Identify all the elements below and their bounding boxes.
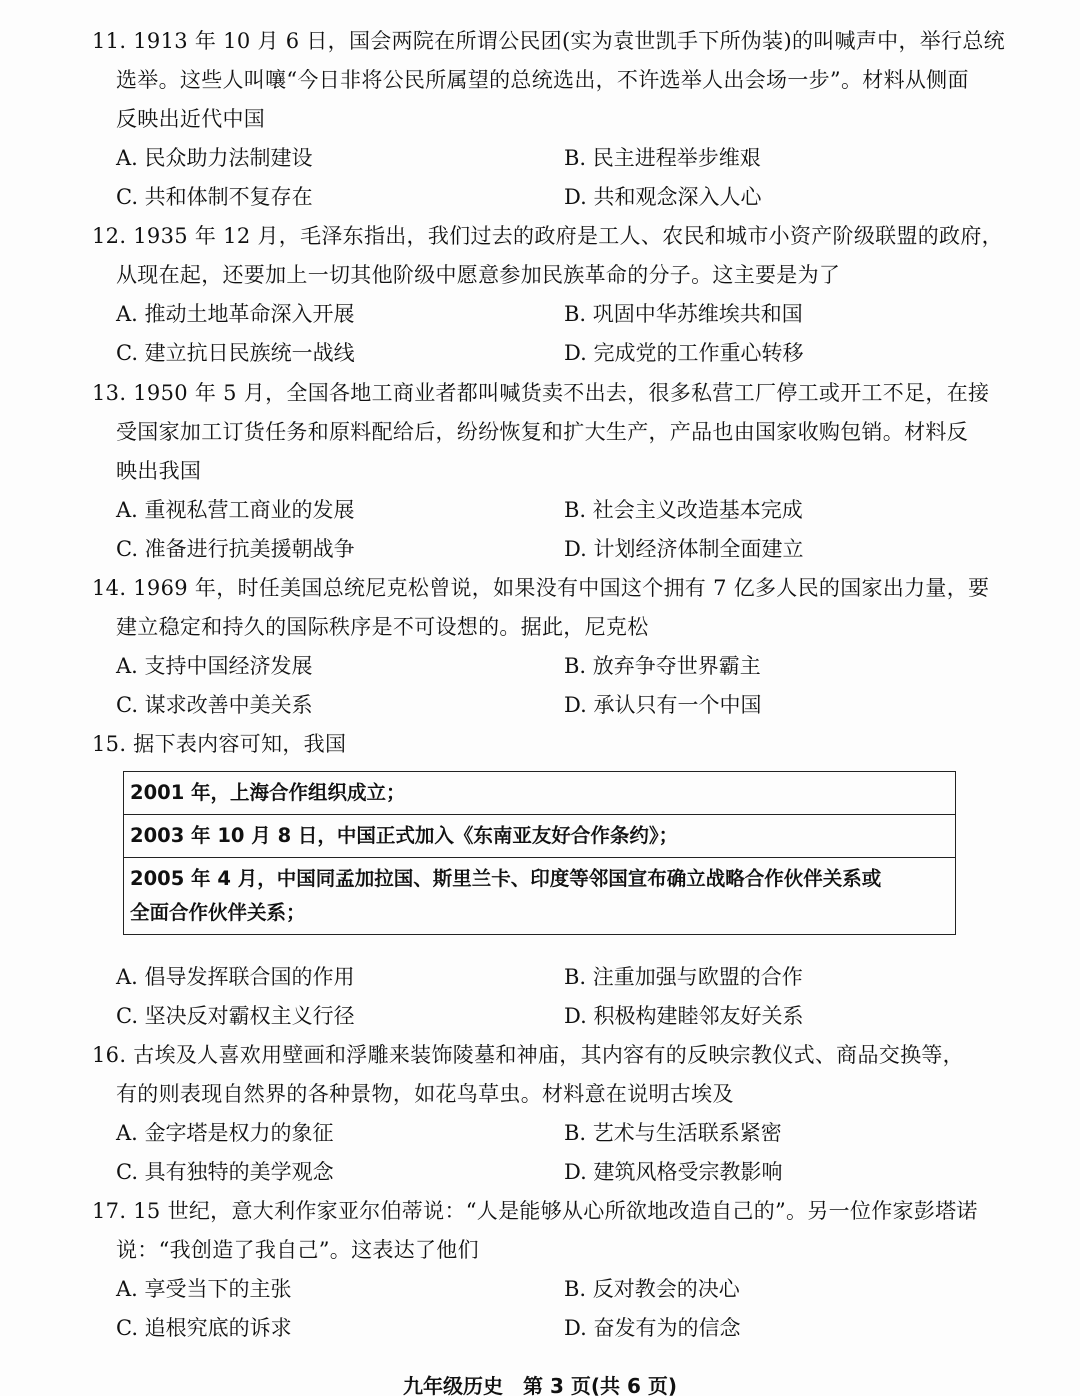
option-c: C. 共和体制不复存在 bbox=[116, 185, 313, 209]
option-d: D. 积极构建睦邻友好关系 bbox=[564, 1004, 804, 1028]
table-cell-line: 2005 年 4 月，中国同孟加拉国、斯里兰卡、印度等邻国宣布确立战略合作伙伴关系或 bbox=[130, 867, 882, 890]
option-d: D. 建筑风格受宗教影响 bbox=[564, 1160, 783, 1184]
option-c: C. 建立抗日民族统一战线 bbox=[116, 341, 355, 365]
option-b: B. 放弃争夺世界霸主 bbox=[564, 654, 761, 678]
question-14-stem bbox=[92, 569, 992, 647]
question-text-line: 12. 1935 年 12 月，毛泽东指出，我们过去的政府是工人、农民和城市小资产阶级联盟的政府， bbox=[92, 224, 1003, 248]
table-row bbox=[124, 772, 956, 815]
option-a: A. 推动土地革命深入开展 bbox=[116, 302, 355, 326]
option-a: A. 倡导发挥联合国的作用 bbox=[116, 965, 355, 989]
option-a: A. 民众助力法制建设 bbox=[116, 146, 313, 170]
option-a: A. 支持中国经济发展 bbox=[116, 654, 313, 678]
question-text-line: 反映出近代中国 bbox=[116, 107, 266, 131]
question-text-line: 有的则表现自然界的各种景物，如花鸟草虫。材料意在说明古埃及 bbox=[116, 1082, 734, 1106]
question-text-line: 16. 古埃及人喜欢用壁画和浮雕来装饰陵墓和神庙，其内容有的反映宗教仪式、商品交换等， bbox=[92, 1043, 964, 1067]
question-16-options bbox=[116, 1114, 996, 1192]
question-15-table bbox=[123, 771, 956, 935]
question-14-options bbox=[116, 647, 996, 725]
question-text-line: 选举。这些人叫嚷“今日非将公民所属望的总统选出，不许选举人出会场一步”。材料从侧面 bbox=[116, 68, 969, 92]
option-b: B. 注重加强与欧盟的合作 bbox=[564, 965, 803, 989]
question-16-stem bbox=[92, 1036, 992, 1114]
question-text-line: 15. 据下表内容可知，我国 bbox=[92, 732, 347, 756]
question-17-options bbox=[116, 1270, 996, 1348]
option-a: A. 享受当下的主张 bbox=[116, 1277, 292, 1301]
table-row bbox=[124, 815, 956, 858]
question-text-line: 17. 15 世纪，意大利作家亚尔伯蒂说：“人是能够从心所欲地改造自己的”。另一位作家彭塔诺 bbox=[92, 1199, 978, 1223]
option-b: B. 民主进程举步维艰 bbox=[564, 146, 761, 170]
question-text-line: 映出我国 bbox=[116, 459, 202, 483]
question-11-stem bbox=[92, 22, 1005, 139]
option-c: C. 具有独特的美学观念 bbox=[116, 1160, 334, 1184]
option-c: C. 坚决反对霸权主义行径 bbox=[116, 1004, 355, 1028]
question-text-line: 14. 1969 年，时任美国总统尼克松曾说，如果没有中国这个拥有 7 亿多人民的国家出力量，要 bbox=[92, 576, 990, 600]
question-15-stem bbox=[92, 725, 992, 764]
question-17-stem bbox=[92, 1192, 992, 1270]
question-text-line: 11. 1913 年 10 月 6 日，国会两院在所谓公民团(实为袁世凯手下所伪装)的叫喊声中，举行总统 bbox=[92, 29, 1005, 53]
option-a: A. 重视私营工商业的发展 bbox=[116, 498, 355, 522]
option-d: D. 奋发有为的信念 bbox=[564, 1316, 741, 1340]
option-c: C. 追根究底的诉求 bbox=[116, 1316, 292, 1340]
option-c: C. 准备进行抗美援朝战争 bbox=[116, 537, 355, 561]
table-cell bbox=[124, 858, 956, 935]
option-b: B. 社会主义改造基本完成 bbox=[564, 498, 803, 522]
option-d: D. 完成党的工作重心转移 bbox=[564, 341, 804, 365]
question-12-options bbox=[116, 295, 996, 373]
table-cell: 2001 年，上海合作组织成立； bbox=[124, 772, 956, 815]
question-13-options bbox=[116, 491, 996, 569]
option-d: D. 计划经济体制全面建立 bbox=[564, 537, 804, 561]
table-row bbox=[124, 858, 956, 935]
question-11-options bbox=[116, 139, 996, 217]
option-a: A. 金字塔是权力的象征 bbox=[116, 1121, 334, 1145]
question-text-line: 建立稳定和持久的国际秩序是不可设想的。据此，尼克松 bbox=[116, 615, 649, 639]
question-text-line: 说：“我创造了我自己”。这表达了他们 bbox=[116, 1238, 479, 1262]
question-text-line: 13. 1950 年 5 月，全国各地工商业者都叫喊货卖不出去，很多私营工厂停工或开工不足，在接 bbox=[92, 381, 990, 405]
table-cell-line: 全面合作伙伴关系； bbox=[130, 901, 306, 924]
table-cell: 2003 年 10 月 8 日，中国正式加入《东南亚友好合作条约》； bbox=[124, 815, 956, 858]
question-text-line: 受国家加工订货任务和原料配给后，纷纷恢复和扩大生产，产品也由国家收购包销。材料反 bbox=[116, 420, 968, 444]
page-footer: 九年级历史 第 3 页(共 6 页) bbox=[403, 1374, 677, 1398]
option-c: C. 谋求改善中美关系 bbox=[116, 693, 313, 717]
question-12-stem bbox=[92, 217, 1003, 295]
option-b: B. 艺术与生活联系紧密 bbox=[564, 1121, 782, 1145]
question-text-line: 从现在起，还要加上一切其他阶级中愿意参加民族革命的分子。这主要是为了 bbox=[116, 263, 841, 287]
option-b: B. 巩固中华苏维埃共和国 bbox=[564, 302, 803, 326]
option-b: B. 反对教会的决心 bbox=[564, 1277, 740, 1301]
option-d: D. 共和观念深入人心 bbox=[564, 185, 762, 209]
question-15-options bbox=[116, 958, 996, 1036]
question-13-stem bbox=[92, 374, 992, 491]
option-d: D. 承认只有一个中国 bbox=[564, 693, 762, 717]
